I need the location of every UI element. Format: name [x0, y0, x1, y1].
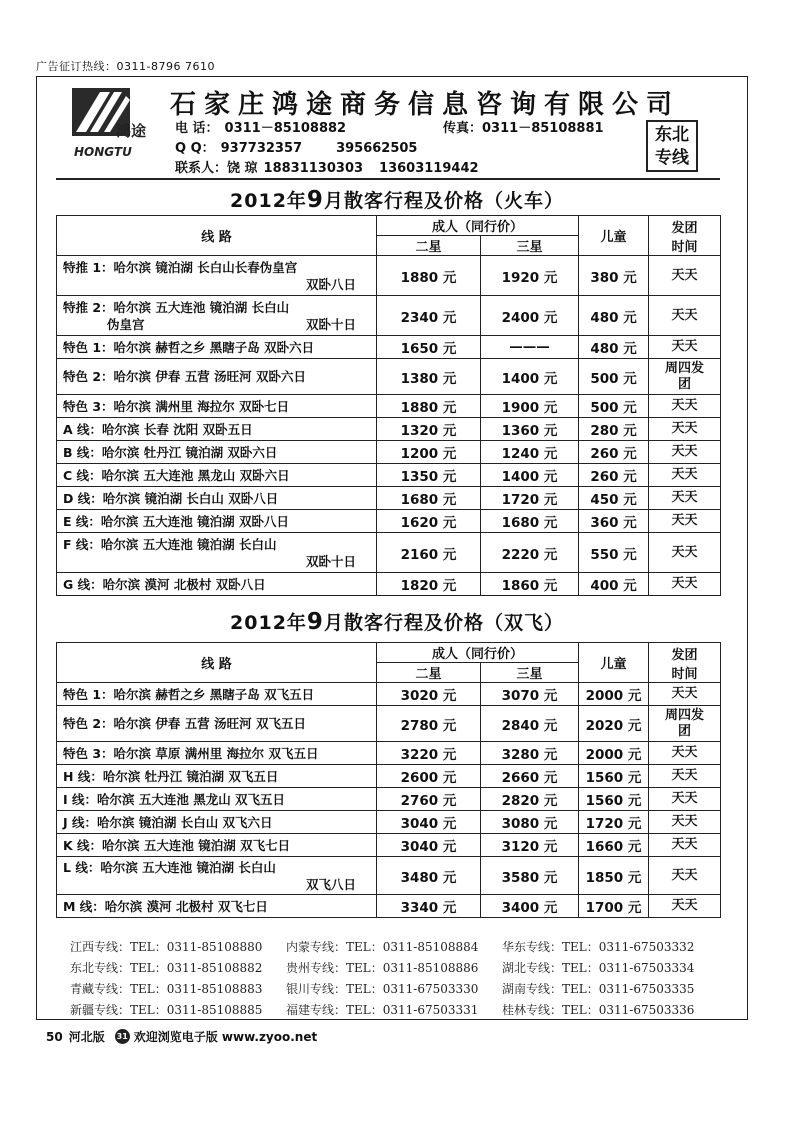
child-price: 500 元: [579, 359, 649, 395]
route-cell: B 线：哈尔滨 牡丹江 镜泊湖 双卧六日: [57, 441, 377, 464]
route-cell: C 线：哈尔滨 五大连池 黑龙山 双卧六日: [57, 464, 377, 487]
contact-label: 联系人：饶 琼: [175, 161, 258, 176]
child-header: 儿童: [579, 643, 649, 683]
child-price: 2000 元: [579, 742, 649, 765]
depart-time: 天天: [649, 857, 721, 895]
route-cell: [57, 533, 377, 573]
depart-time: 天天: [649, 834, 721, 857]
special-line-contact: 青藏专线：TEL：0311-85108883: [70, 982, 263, 996]
northeast-line-stamp: [646, 120, 698, 172]
mobile-2: 13603119442: [379, 161, 479, 176]
train-title-year: 2012年: [230, 190, 307, 212]
two-star-header: 二星: [377, 236, 481, 256]
three-star-price: 2840 元: [481, 706, 579, 742]
route-cell: G 线：哈尔滨 漠河 北极村 双卧八日: [57, 573, 377, 596]
train-section-title: [0, 186, 794, 213]
table-row: [57, 487, 721, 510]
two-star-price: 3480 元: [377, 857, 481, 895]
special-line-contact: 江西专线：TEL：0311-85108880: [70, 940, 263, 954]
footer-website-text[interactable]: 欢迎浏览电子版 www.zyoo.net: [133, 1030, 318, 1044]
table-row: [57, 533, 721, 573]
route-cell: [57, 296, 377, 336]
depart-time: 天天: [649, 683, 721, 706]
two-star-price: 1620 元: [377, 510, 481, 533]
route-line-2: [63, 316, 372, 333]
child-price: 480 元: [579, 336, 649, 359]
depart-time: 天天: [649, 296, 721, 336]
page-number: 50: [46, 1029, 63, 1044]
three-star-price: 3580 元: [481, 857, 579, 895]
depart-header: 发团 时间: [649, 643, 721, 683]
stamp-line-1: 东北: [655, 125, 689, 145]
route-cell: I 线：哈尔滨 五大连池 黑龙山 双飞五日: [57, 788, 377, 811]
logo-cn-text: 鸿途: [116, 122, 147, 140]
two-star-price: 1650 元: [377, 336, 481, 359]
special-line-contact: 湖北专线：TEL：0311-67503334: [502, 961, 695, 975]
route-cell: [57, 857, 377, 895]
route-cell: 特色 1：哈尔滨 赫哲之乡 黑瞎子岛 双飞五日: [57, 683, 377, 706]
three-star-price: 3080 元: [481, 811, 579, 834]
depart-time: 天天: [649, 464, 721, 487]
depart-time: 天天: [649, 395, 721, 418]
logo-mark-icon: [70, 86, 162, 162]
table-row: [57, 336, 721, 359]
qq-number-2: 395662505: [336, 141, 418, 156]
route-cell: H 线：哈尔滨 牡丹江 镜泊湖 双飞五日: [57, 765, 377, 788]
two-star-price: 1880 元: [377, 256, 481, 296]
child-price: 2020 元: [579, 706, 649, 742]
depart-time: 周四发团: [649, 706, 721, 742]
route-header: 线 路: [57, 216, 377, 256]
child-price: 550 元: [579, 533, 649, 573]
route-cell: 特色 3：哈尔滨 满州里 海拉尔 双卧七日: [57, 395, 377, 418]
three-star-price: 2660 元: [481, 765, 579, 788]
depart-time: 天天: [649, 895, 721, 918]
child-price: 2000 元: [579, 683, 649, 706]
child-price: 1720 元: [579, 811, 649, 834]
special-line-contact: 湖南专线：TEL：0311-67503335: [502, 982, 695, 996]
edition-label: 河北版: [68, 1030, 105, 1044]
train-title-month: 9: [306, 187, 324, 213]
route-line-1: 特推 2：哈尔滨 五大连池 镜泊湖 长白山: [63, 299, 290, 315]
depart-time: 天天: [649, 788, 721, 811]
three-star-price: 1240 元: [481, 441, 579, 464]
fax-label: 传真：: [443, 121, 483, 136]
fax-number: 0311－85108881: [482, 121, 604, 136]
two-star-price: 1350 元: [377, 464, 481, 487]
depart-time: 天天: [649, 256, 721, 296]
flight-title-month: 9: [306, 609, 324, 635]
depart-time: 天天: [649, 811, 721, 834]
child-price: 1850 元: [579, 857, 649, 895]
list-item: [70, 999, 720, 1020]
child-price: 500 元: [579, 395, 649, 418]
mobile-1: 18831130303: [263, 161, 364, 176]
qq-label: Q Q：: [175, 141, 215, 156]
three-star-price: 3400 元: [481, 895, 579, 918]
two-star-price: 3340 元: [377, 895, 481, 918]
two-star-price: 1820 元: [377, 573, 481, 596]
route-line-2: 双卧十日: [305, 553, 356, 569]
list-item: [70, 957, 720, 978]
table-row: [57, 418, 721, 441]
adult-header: 成人（同行价）: [377, 216, 579, 236]
table-row: [57, 895, 721, 918]
child-price: 260 元: [579, 464, 649, 487]
qq-number-1: 937732357: [220, 141, 303, 156]
two-star-price: 2780 元: [377, 706, 481, 742]
three-star-price: 3120 元: [481, 834, 579, 857]
child-price: 360 元: [579, 510, 649, 533]
child-price: 480 元: [579, 296, 649, 336]
route-cell: K 线：哈尔滨 五大连池 镜泊湖 双飞七日: [57, 834, 377, 857]
three-star-price: 1900 元: [481, 395, 579, 418]
special-line-contact: 新疆专线：TEL：0311-85108885: [70, 1003, 263, 1017]
special-lines-list: [70, 936, 720, 1020]
fax-line: [443, 117, 604, 136]
train-title-text: 月散客行程及价格（火车）: [323, 190, 564, 212]
depart-time: 天天: [649, 533, 721, 573]
flight-price-table: [56, 642, 721, 918]
two-star-price: 3020 元: [377, 683, 481, 706]
qq-line: [175, 137, 417, 156]
two-star-price: 3040 元: [377, 811, 481, 834]
special-line-contact: 银川专线：TEL：0311-67503330: [286, 982, 479, 996]
two-star-price: 2760 元: [377, 788, 481, 811]
route-cell: [57, 256, 377, 296]
table-row: [57, 765, 721, 788]
table-row: [57, 359, 721, 395]
phone-line: [175, 117, 346, 136]
three-star-price: 1400 元: [481, 464, 579, 487]
two-star-price: 1680 元: [377, 487, 481, 510]
two-star-price: 2600 元: [377, 765, 481, 788]
table-row: [57, 706, 721, 742]
route-duration: 双卧十日: [305, 316, 356, 332]
flight-section-title: [0, 608, 794, 635]
two-star-price: 2340 元: [377, 296, 481, 336]
train-header-row: [57, 216, 721, 236]
company-logo: [70, 86, 162, 162]
special-line-contact: 内蒙专线：TEL：0311-85108884: [286, 940, 479, 954]
route-cell: A 线：哈尔滨 长春 沈阳 双卧五日: [57, 418, 377, 441]
two-star-header: 二星: [377, 663, 481, 683]
list-item: [70, 978, 720, 999]
route-cell: D 线：哈尔滨 镜泊湖 长白山 双卧八日: [57, 487, 377, 510]
flight-title-text: 月散客行程及价格（双飞）: [323, 612, 564, 634]
three-star-price: 1360 元: [481, 418, 579, 441]
table-row: [57, 464, 721, 487]
table-row: [57, 788, 721, 811]
three-star-price: 3070 元: [481, 683, 579, 706]
child-price: 1660 元: [579, 834, 649, 857]
header-divider: [56, 178, 720, 180]
depart-header: 发团 时间: [649, 216, 721, 256]
route-line-2: 双飞八日: [305, 876, 356, 892]
depart-time: 天天: [649, 510, 721, 533]
three-star-price: 1400 元: [481, 359, 579, 395]
child-price: 1700 元: [579, 895, 649, 918]
child-price: 380 元: [579, 256, 649, 296]
stamp-line-2: 专线: [655, 148, 689, 168]
adult-header: 成人（同行价）: [377, 643, 579, 663]
route-cell: 特色 2：哈尔滨 伊春 五营 汤旺河 双飞五日: [57, 706, 377, 742]
company-name: 石家庄鸿途商务信息咨询有限公司: [170, 90, 681, 120]
two-star-price: 3040 元: [377, 834, 481, 857]
three-star-price: 1920 元: [481, 256, 579, 296]
depart-time: 天天: [649, 573, 721, 596]
depart-time: 天天: [649, 441, 721, 464]
phone-label: 电 话：: [175, 121, 219, 136]
child-price: 280 元: [579, 418, 649, 441]
route-cell: M 线：哈尔滨 漠河 北极村 双飞七日: [57, 895, 377, 918]
two-star-price: 1320 元: [377, 418, 481, 441]
three-star-price: 2220 元: [481, 533, 579, 573]
table-row: [57, 811, 721, 834]
route-cell: E 线：哈尔滨 五大连池 镜泊湖 双卧八日: [57, 510, 377, 533]
table-row: [57, 441, 721, 464]
child-header: 儿童: [579, 216, 649, 256]
three-star-price: 2400 元: [481, 296, 579, 336]
train-price-table: [56, 215, 721, 596]
special-line-contact: 华东专线：TEL：0311-67503332: [502, 940, 695, 954]
depart-time: 天天: [649, 742, 721, 765]
three-star-price: 1680 元: [481, 510, 579, 533]
table-row: [57, 742, 721, 765]
flight-header-row: [57, 643, 721, 663]
three-star-price: 2820 元: [481, 788, 579, 811]
child-price: 400 元: [579, 573, 649, 596]
three-star-price: 3280 元: [481, 742, 579, 765]
table-row: [57, 510, 721, 533]
depart-time: 天天: [649, 336, 721, 359]
route-line-1: 特推 1：哈尔滨 镜泊湖 长白山长春伪皇宫: [63, 259, 298, 275]
table-row: [57, 395, 721, 418]
phone-number: 0311－85108882: [224, 121, 347, 136]
route-cell: J 线：哈尔滨 镜泊湖 长白山 双飞六日: [57, 811, 377, 834]
route-line-1: F 线：哈尔滨 五大连池 镜泊湖 长白山: [63, 536, 277, 552]
two-star-price: 2160 元: [377, 533, 481, 573]
badge-icon: 31: [115, 1029, 130, 1044]
depart-time: 天天: [649, 418, 721, 441]
three-star-price: ———: [481, 336, 579, 359]
child-price: 260 元: [579, 441, 649, 464]
depart-time: 天天: [649, 487, 721, 510]
three-star-price: 1860 元: [481, 573, 579, 596]
route-header: 线 路: [57, 643, 377, 683]
depart-time: 周四发团: [649, 359, 721, 395]
two-star-price: 1200 元: [377, 441, 481, 464]
special-line-contact: 东北专线：TEL：0311-85108882: [70, 961, 263, 975]
ad-hotline: 广告征订热线：0311-8796 7610: [36, 60, 215, 73]
table-row: [57, 296, 721, 336]
route-cell: 特色 1：哈尔滨 赫哲之乡 黑瞎子岛 双卧六日: [57, 336, 377, 359]
contact-person-line: [175, 157, 479, 176]
three-star-header: 三星: [481, 663, 579, 683]
route-line-2-text: 伪皇宫: [107, 316, 145, 332]
two-star-price: 1880 元: [377, 395, 481, 418]
depart-time: 天天: [649, 765, 721, 788]
special-line-contact: 桂林专线：TEL：0311-67503336: [502, 1003, 695, 1017]
child-price: 450 元: [579, 487, 649, 510]
flight-title-year: 2012年: [230, 612, 307, 634]
table-row: [57, 573, 721, 596]
special-line-contact: 贵州专线：TEL：0311-85108886: [286, 961, 479, 975]
special-line-contact: 福建专线：TEL：0311-67503331: [286, 1003, 479, 1017]
route-line-1: L 线：哈尔滨 五大连池 镜泊湖 长白山: [63, 859, 276, 875]
logo-en-text: HONGTU: [74, 145, 132, 159]
list-item: [70, 936, 720, 957]
page-footer: [46, 1028, 317, 1045]
table-row: [57, 834, 721, 857]
two-star-price: 1380 元: [377, 359, 481, 395]
route-cell: 特色 2：哈尔滨 伊春 五营 汤旺河 双卧六日: [57, 359, 377, 395]
child-price: 1560 元: [579, 788, 649, 811]
three-star-price: 1720 元: [481, 487, 579, 510]
table-row: [57, 256, 721, 296]
table-row: [57, 683, 721, 706]
table-row: [57, 857, 721, 895]
route-cell: 特色 3：哈尔滨 草原 满州里 海拉尔 双飞五日: [57, 742, 377, 765]
child-price: 1560 元: [579, 765, 649, 788]
three-star-header: 三星: [481, 236, 579, 256]
route-line-2: 双卧八日: [305, 276, 356, 292]
two-star-price: 3220 元: [377, 742, 481, 765]
